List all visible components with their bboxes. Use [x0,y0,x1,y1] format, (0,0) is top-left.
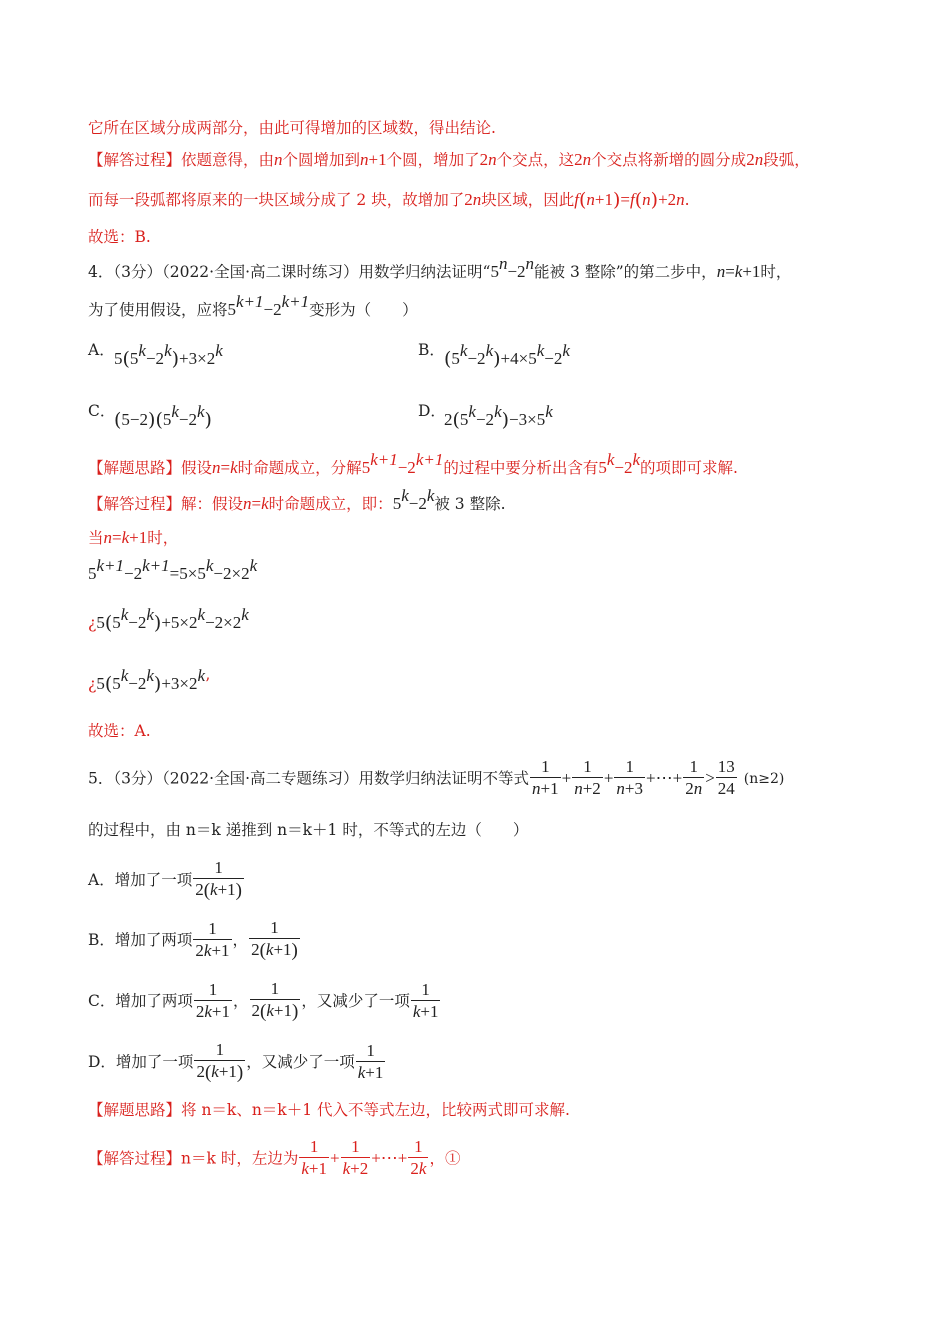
q5-option-b[interactable]: B．增加了两项 $\frac{1}{2k+1}$ ， $\frac{1}{2(k+1)}$ [88,918,298,961]
q4-derivation-2: ¿$5(5^k-2^k)+5\times 2^k-2\times 2^k$ [88,605,249,634]
q5-header-line2: 的过程中，由 n＝k 递推到 n＝k＋1 时，不等式的左边（ ） [88,821,529,839]
document-page: 它所在区域分成两部分，由此可得增加的区域数，得出结论. 【解答过程】依题意得，由n个圆增加到n+1个圆，增加了2n个交点，这2n个交点将新增的圆分成2n段弧， 而每一段弧都将原来的一块区域分成了 2 块，故增加了2n块区域，因此f(n+1)=f(n)+2n. 故选：B. 4．（3分）（2022·全国·高二课时练习）用数学归纳法证明“$5^n-2^n$能被 3 整除”的第二步中，n=k+1时， 为了使用假设，应将$5^{k+1}-2^{k+1}$变形为（ ） A． $5(5^k-2^k)+3\times 2^k$ B． $(5^k-2^k)+4\times 5^k-2^k$ C． $(5-2)(5^k-2^k)$ D． $2(5^k-2^k)-3\times 5^k$ 【解题思路】假设n=k时命题成立，分解$5^{k+1}-2^{k+1}$的过程中要分析出含有$5^k-2^k$的项即可求解. 【解答过程】解：假设n=k时命题成立，即：$5^k-2^k$被 3 整除. 当n=k+1时， $5^{k+1}-2^{k+1}=5\times 5^k-2\times 2^k$ ¿$5(5^k-2^k)+5\times 2^k-2\times 2^k$ ¿$5(5^k-2^k)+3\times 2^k$’ 故选：A. 5．（3分）（2022·全国·高二专题练习）用数学归纳法证明不等式 $\frac{1}{n+1}$ + $\frac{1}{n+2}$ + $\frac{1}{n+3}$ +⋯+ $\frac{1}{2n}$ > $\frac{13}{24}$ (n≥2) 的过程中，由 n＝k 递推到 n＝k＋1 时，不等式的左边（ ） A．增加了一项 $\frac{1}{2(k+1)}$ B．增加了两项 $\frac{1}{2k+1}$ ， $\frac{1}{2(k+1)}$ C．增加了两项 $\frac{1}{2k+1}$ ， $\frac{1}{2(k+1)}$ ，又减少了一项 $\frac{1}{k+1}$ D．增加了一项 $\frac{1}{2(k+1)}$ ，又减少了一项 $\frac{1}{k+1}$ 【解题思路】将 n＝k、n＝k＋1 代入不等式左边，比较两式即可求解. 【解答过程】n＝k 时，左边为 $\frac{1}{k+1}$ + $\frac{1}{k+2}$ +⋯+ $\frac{1}{2k}$ ，① [88,119,810,1178]
q3-process-tag: 【解答过程】 [88,151,182,169]
q4-answer: 故选：A. [88,722,151,740]
q5-idea: 【解题思路】将 n＝k、n＝k＋1 代入不等式左边，比较两式即可求解. [88,1101,570,1119]
q5-process: 【解答过程】n＝k 时，左边为 $\frac{1}{k+1}$ + $\frac{1}{k+2}$ +⋯+ $\frac{1}{2k}$ ，① [88,1137,461,1178]
q4-idea: 【解题思路】假设n=k时命题成立，分解$5^{k+1}-2^{k+1}$的过程中要分析出含有$5^k-2^k$的项即可求解. [88,450,738,477]
q3-answer: 故选：B. [88,228,151,246]
q4-process: 【解答过程】解：假设n=k时命题成立，即：$5^k-2^k$被 3 整除. [88,486,506,513]
intro-text: 它所在区域分成两部分，由此可得增加的区域数，得出结论. [88,119,496,137]
q4-header-line2: 为了使用假设，应将$5^{k+1}-2^{k+1}$变形为（ ） [88,292,418,319]
q4-header: 4．（3分）（2022·全国·高二课时练习）用数学归纳法证明“$5^n-2^n$能被 3 整除”的第二步中，n=k+1时， [88,254,792,281]
q3-process-line1: 【解答过程】依题意得，由n个圆增加到n+1个圆，增加了2n个交点，这2n个交点将新增的圆分成2n段弧， [88,150,810,169]
q4-when: 当n=k+1时， [88,528,179,547]
q4-derivation-1: $5^{k+1}-2^{k+1}=5\times 5^k-2\times 2^k$ [88,556,258,583]
q3-process-line2: 而每一段弧都将原来的一块区域分成了 2 块，故增加了2n块区域，因此f(n+1)=f(n)+2n. [88,189,690,211]
q5-option-d[interactable]: D．增加了一项 $\frac{1}{2(k+1)}$ ，又减少了一项 $\frac{1}{k+1}$ [88,1040,384,1083]
q5-header: 5．（3分）（2022·全国·高二专题练习）用数学归纳法证明不等式 $\frac{1}{n+1}$ + $\frac{1}{n+2}$ + $\frac{1}{n+3}$ +⋯+ $\frac{1}{2n}$ > $\frac{13}{24}$ (n≥2) [88,757,785,798]
q4-derivation-3: ¿$5(5^k-2^k)+3\times 2^k$’ [88,666,211,695]
q5-option-a[interactable]: A．增加了一项 $\frac{1}{2(k+1)}$ [88,858,242,901]
q5-option-c[interactable]: C．增加了两项 $\frac{1}{2k+1}$ ， $\frac{1}{2(k+1)}$ ，又减少了一项 $\frac{1}{k+1}$ [88,979,439,1022]
